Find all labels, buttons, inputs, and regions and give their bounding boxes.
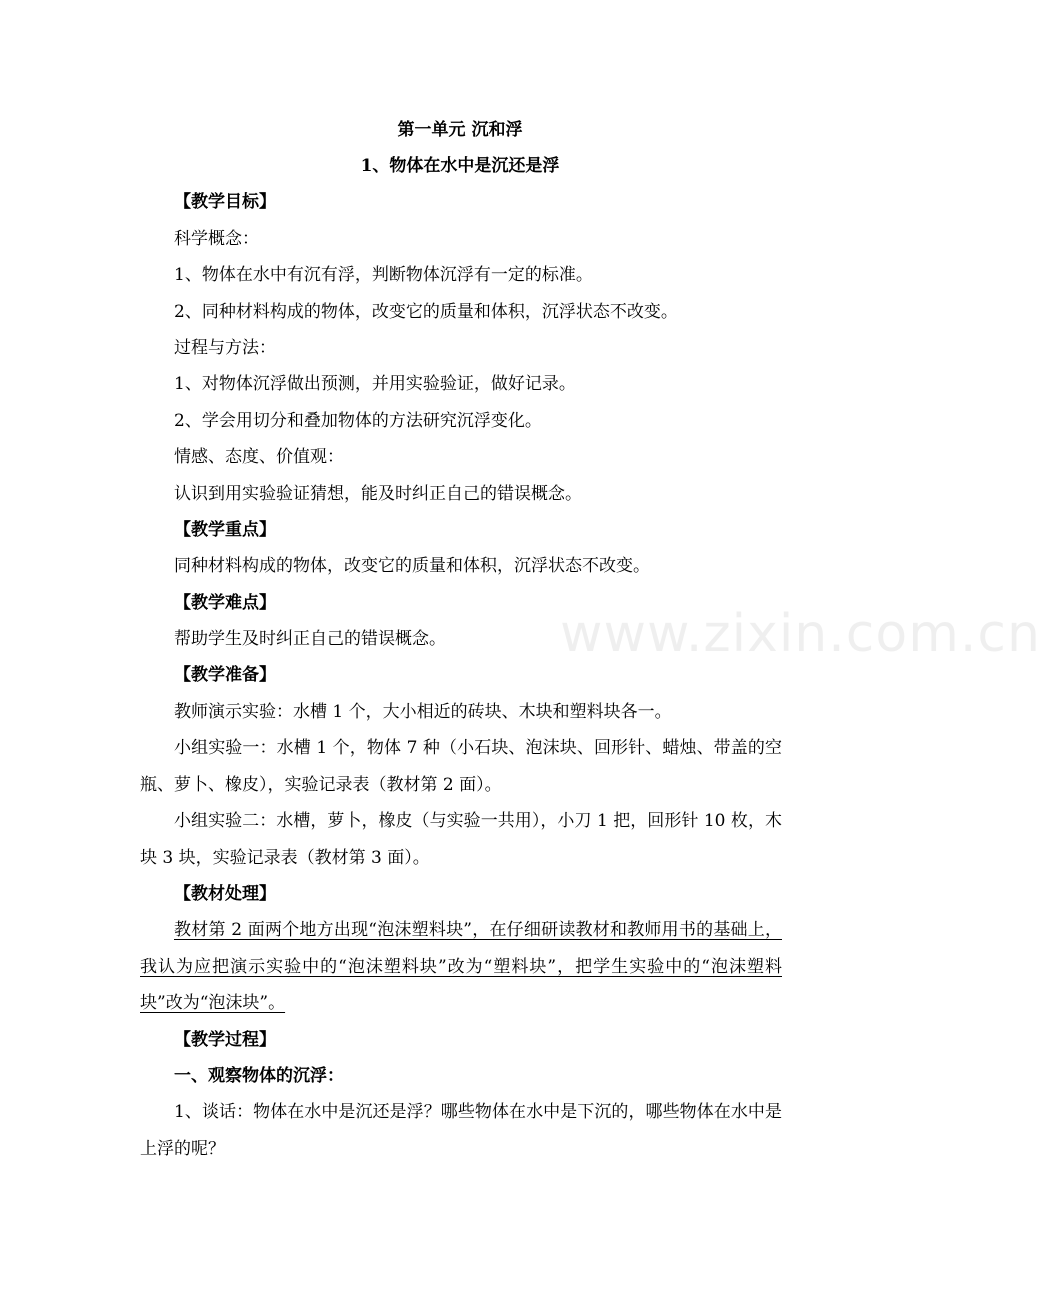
difficulty-heading: 【教学难点】 <box>174 593 276 613</box>
attitude-item-1: 认识到用实验验证猜想，能及时纠正自己的错误概念。 <box>174 484 582 504</box>
method-label: 过程与方法： <box>174 338 276 358</box>
lesson-title: 1、物体在水中是沉还是浮 <box>360 156 560 176</box>
unit-title: 第一单元 沉和浮 <box>397 120 523 140</box>
difficulty-text: 帮助学生及时纠正自己的错误概念。 <box>174 629 446 649</box>
key-text: 同种材料构成的物体，改变它的质量和体积，沉浮状态不改变。 <box>174 556 650 576</box>
concept-item-2: 2、同种材料构成的物体，改变它的质量和体积，沉浮状态不改变。 <box>174 302 678 322</box>
method-item-2: 2、学会用切分和叠加物体的方法研究沉浮变化。 <box>174 411 542 431</box>
goals-heading: 【教学目标】 <box>174 192 276 212</box>
method-item-1: 1、对物体沉浮做出预测，并用实验验证，做好记录。 <box>174 374 576 394</box>
concept-label: 科学概念： <box>174 229 259 249</box>
prep-heading: 【教学准备】 <box>174 665 276 685</box>
material-text: 教材第 2 面两个地方出现“泡沫塑料块”，在仔细研读教材和教师用书的基础上，我认为应把演示实验中的“泡沫塑料块”改为“塑料块”，把学生实验中的“泡沫塑料块”改为“泡沫块”。 <box>140 920 782 1013</box>
attitude-label: 情感、态度、价值观： <box>174 447 344 467</box>
prep-demo: 教师演示实验：水槽 1 个，大小相近的砖块、木块和塑料块各一。 <box>174 702 672 722</box>
watermark: www.zixin.com.cn <box>560 604 1041 664</box>
prep-group-2: 小组实验二：水槽，萝卜，橡皮（与实验一共用），小刀 1 把，回形针 10 枚，木块 3 块，实验记录表（教材第 3 面）。 <box>140 811 782 868</box>
key-heading: 【教学重点】 <box>174 520 276 540</box>
section-1-heading: 一、观察物体的沉浮： <box>174 1066 344 1086</box>
step-1: 1、谈话：物体在水中是沉还是浮？哪些物体在水中是下沉的，哪些物体在水中是上浮的呢？ <box>140 1102 782 1159</box>
material-heading: 【教材处理】 <box>174 884 276 904</box>
process-heading: 【教学过程】 <box>174 1030 276 1050</box>
concept-item-1: 1、物体在水中有沉有浮，判断物体沉浮有一定的标准。 <box>174 265 593 285</box>
prep-group-1: 小组实验一：水槽 1 个，物体 7 种（小石块、泡沫块、回形针、蜡烛、带盖的空瓶、萝卜、橡皮），实验记录表（教材第 2 面）。 <box>140 738 782 795</box>
